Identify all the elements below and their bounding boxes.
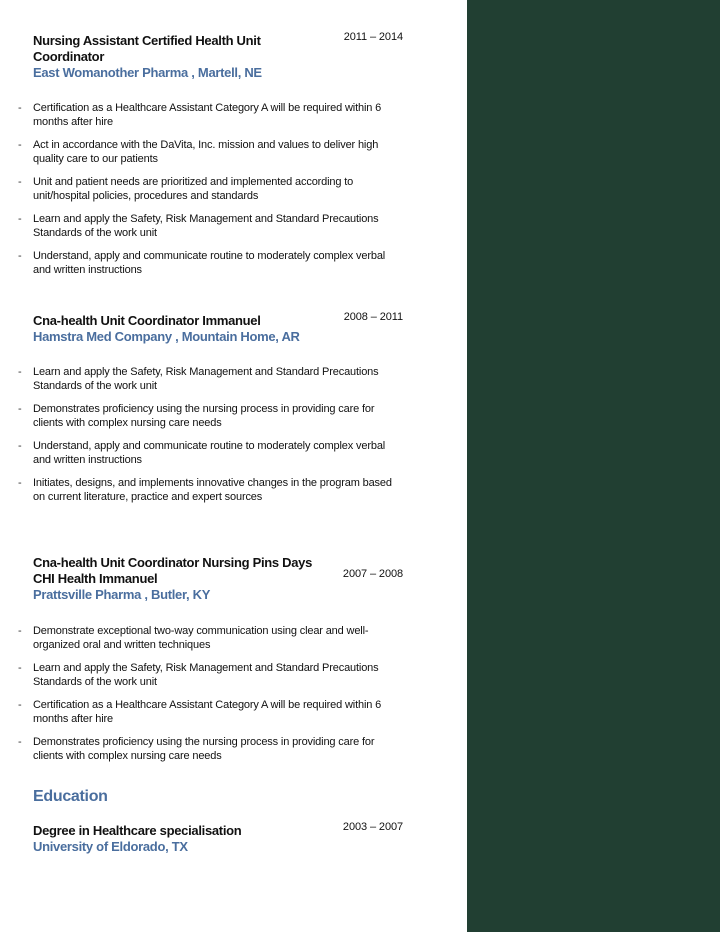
list-item: - Learn and apply the Safety, Risk Management and Standard Precautions Standards of the work unit [18, 213, 379, 239]
list-item: - Certification as a Healthcare Assistant Category A will be required within 6 months after hire [18, 699, 382, 725]
job-title: Nursing Assistant Certified Health Unit Coordinator [33, 33, 261, 64]
dash-bullet-icon: - [18, 699, 22, 711]
list-item: - Unit and patient needs are prioritized and implemented according to unit/hospital policies, procedures and standards [18, 176, 354, 202]
dash-bullet-icon: - [18, 625, 22, 637]
dash-bullet-icon: - [18, 250, 22, 262]
sidebar-panel [467, 0, 720, 932]
dash-bullet-icon: - [18, 366, 22, 378]
list-item: - Learn and apply the Safety, Risk Management and Standard Precautions Standards of the work unit [18, 366, 379, 392]
list-item: - Demonstrate exceptional two-way communication using clear and well-organized oral and written techniques [18, 625, 369, 651]
job-dates: 2008 – 2011 [343, 311, 403, 323]
dash-bullet-icon: - [18, 213, 22, 225]
school-name: University of Eldorado, TX [33, 839, 188, 854]
list-item: - Certification as a Healthcare Assistant Category A will be required within 6 months after hire [18, 102, 382, 128]
education-dates: 2003 – 2007 [342, 821, 403, 833]
dash-bullet-icon: - [18, 662, 22, 674]
dash-bullet-icon: - [18, 176, 22, 188]
list-item: - Demonstrates proficiency using the nursing process in providing care for clients with complex nursing care needs [18, 736, 375, 762]
bullet-list [18, 102, 403, 277]
experience-entry [18, 555, 403, 763]
dash-bullet-icon: - [18, 102, 22, 114]
dash-bullet-icon: - [18, 736, 22, 748]
company-name: East Womanother Pharma , Martell, NE [33, 65, 262, 80]
experience-entry [18, 31, 403, 277]
dash-bullet-icon: - [18, 440, 22, 452]
list-item: - Understand, apply and communicate routine to moderately complex verbal and written instructions [18, 250, 386, 276]
degree-title: Degree in Healthcare specialisation [33, 823, 242, 838]
dash-bullet-icon: - [18, 477, 22, 489]
dash-bullet-icon: - [18, 139, 22, 151]
experience-entry [18, 311, 403, 504]
list-item: - Initiates, designs, and implements innovative changes in the program based on current literature, practice and expert sources [18, 477, 392, 503]
bullet-list [18, 366, 403, 504]
company-name: Prattsville Pharma , Butler, KY [33, 587, 211, 602]
dash-bullet-icon: - [18, 403, 22, 415]
list-item: - Demonstrates proficiency using the nursing process in providing care for clients with complex nursing care needs [18, 403, 375, 429]
list-item: - Act in accordance with the DaVita, Inc. mission and values to deliver high quality care to our patients [18, 139, 379, 165]
list-item: - Learn and apply the Safety, Risk Management and Standard Precautions Standards of the work unit [18, 662, 379, 688]
job-title: Cna-health Unit Coordinator Nursing Pins Days CHI Health Immanuel [33, 555, 313, 586]
company-name: Hamstra Med Company , Mountain Home, AR [33, 329, 300, 344]
list-item: - Understand, apply and communicate routine to moderately complex verbal and written instructions [18, 440, 386, 466]
education-entry [33, 821, 403, 855]
job-dates: 2007 – 2008 [342, 568, 403, 580]
bullet-list [18, 625, 403, 763]
job-title: Cna-health Unit Coordinator Immanuel [33, 313, 261, 328]
job-dates: 2011 – 2014 [343, 31, 403, 43]
section-heading-education: Education [33, 788, 108, 805]
